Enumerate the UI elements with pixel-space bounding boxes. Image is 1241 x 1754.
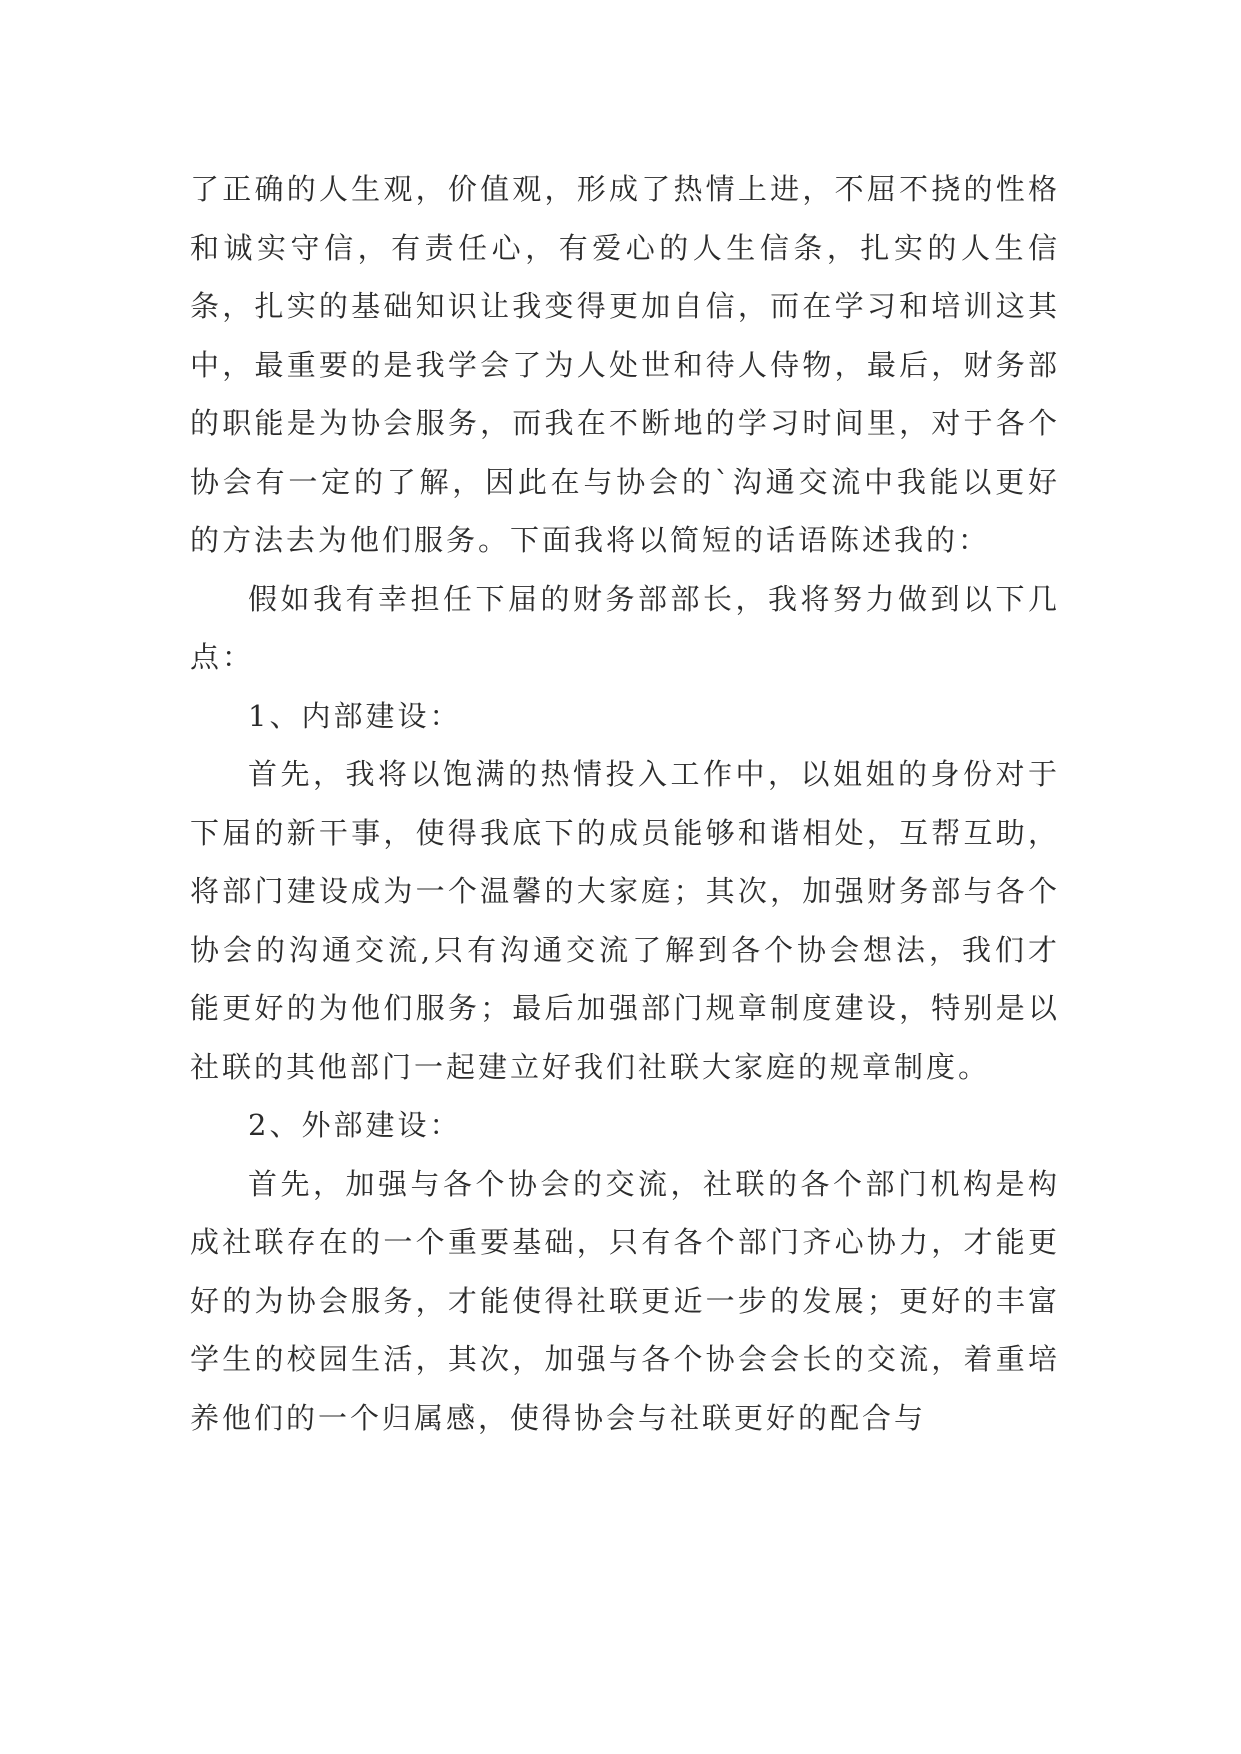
document-body [190, 160, 1060, 1447]
heading-internal-construction: 1、内部建设： [248, 698, 462, 733]
paragraph-intro-points: 假如我有幸担任下届的财务部部长，我将努力做到以下几点： [190, 581, 1060, 674]
paragraph-external-construction: 首先，加强与各个协会的交流，社联的各个部门机构是构成社联存在的一个重要基础，只有各个部门齐心协力，才能更好的为协会服务，才能使得社联更近一步的发展；更好的丰富学生的校园生活，其次，加强与各个协会会长的交流，着重培养他们的一个归属感，使得协会与社联更好的配合与 [190, 1166, 1060, 1435]
paragraph-internal-construction: 首先，我将以饱满的热情投入工作中，以姐姐的身份对于下届的新干事，使得我底下的成员能够和谐相处，互帮互助，将部门建设成为一个温馨的大家庭；其次，加强财务部与各个协会的沟通交流,只有沟通交流了解到各个协会想法，我们才能更好的为他们服务；最后加强部门规章制度建设，特别是以社联的其他部门一起建立好我们社联大家庭的规章制度。 [190, 757, 1060, 1084]
paragraph-continuation: 了正确的人生观，价值观，形成了热情上进，不屈不挠的性格和诚实守信，有责任心，有爱心的人生信条，扎实的人生信条，扎实的基础知识让我变得更加自信，而在学习和培训这其中，最重要的是我学会了为人处世和待人侍物，最后，财务部的职能是为协会服务，而我在不断地的学习时间里，对于各个协会有一定的了解，因此在与协会的`沟通交流中我能以更好的方法去为他们服务。下面我将以简短的话语陈述我的： [190, 172, 1060, 557]
heading-external-construction: 2、外部建设： [248, 1108, 462, 1142]
